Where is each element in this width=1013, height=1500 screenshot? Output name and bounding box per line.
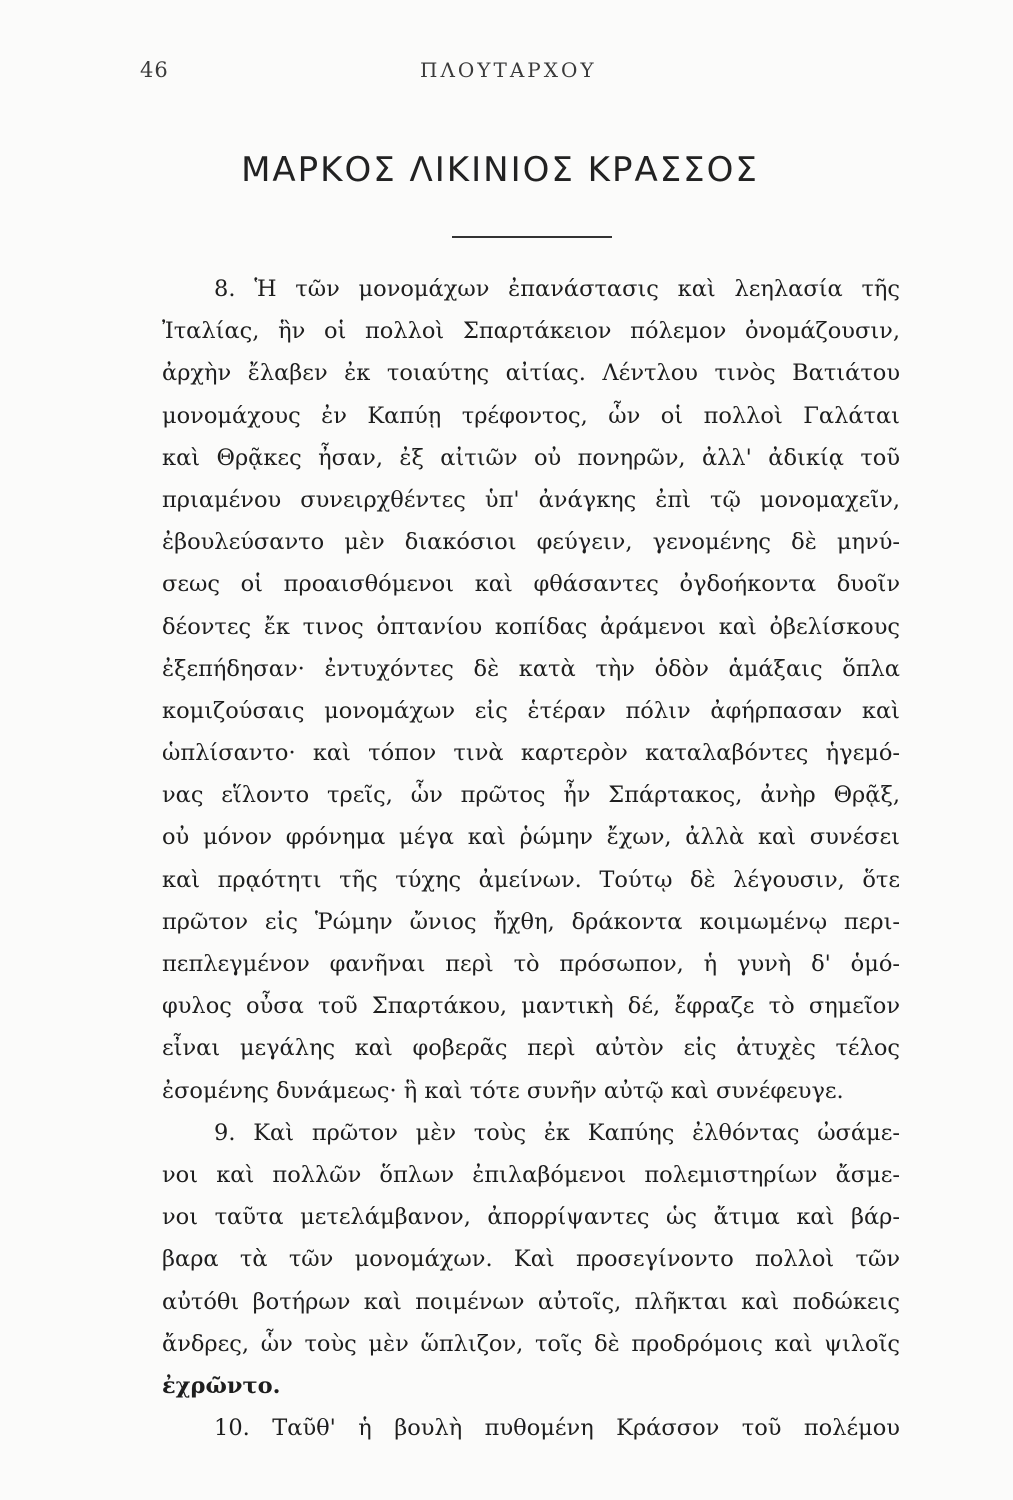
text-line: ἀρχὴν ἔλαβεν ἐκ τοιαύτης αἰτίας. Λέντλου τινὸς Βατιάτου (162, 360, 900, 387)
text-line: νοι καὶ πολλῶν ὅπλων ἐπιλαβόμενοι πολεμιστηρίων ἄσμε- (162, 1161, 900, 1188)
text-line: σεως οἱ προαισθόμενοι καὶ φθάσαντες ὀγδοήκοντα δυοῖν (162, 571, 900, 598)
text-line: μονομάχους ἐν Καπύῃ τρέφοντος, ὧν οἱ πολλοὶ Γαλάται (162, 402, 900, 429)
text-line: καὶ Θρᾷκες ἦσαν, ἐξ αἰτιῶν οὐ πονηρῶν, ἀλλ' ἀδικίᾳ τοῦ (162, 444, 900, 471)
text-line: 10. Ταῦθ' ἡ βουλὴ πυθομένη Κράσσον τοῦ πολέμου (214, 1415, 900, 1442)
text-line: ἐχρῶντο. (162, 1372, 281, 1399)
text-line: εἶναι μεγάλης καὶ φοβερᾶς περὶ αὐτὸν εἰς ἀτυχὲς τέλος (162, 1035, 900, 1062)
text-line: πριαμένου συνειρχθέντες ὑπ' ἀνάγκης ἐπὶ τῷ μονομαχεῖν, (162, 486, 900, 513)
text-line: 9. Καὶ πρῶτον μὲν τοὺς ἐκ Καπύης ἐλθόντας ὠσάμε- (214, 1119, 900, 1146)
text-line: βαρα τὰ τῶν μονομάχων. Καὶ προσεγίνοντο πολλοὶ τῶν (162, 1246, 900, 1273)
page-number: 46 (140, 58, 169, 82)
text-line: ἄνδρες, ὧν τοὺς μὲν ὥπλιζον, τοῖς δὲ προδρόμοις καὶ ψιλοῖς (162, 1330, 900, 1357)
text-line: ὡπλίσαντο· καὶ τόπον τινὰ καρτερὸν καταλαβόντες ἡγεμό- (162, 740, 900, 767)
running-title: ΠΛΟΥΤΑΡΧΟΥ (420, 58, 597, 82)
text-line: καὶ πρᾳότητι τῆς τύχης ἀμείνων. Τούτῳ δὲ λέγουσιν, ὅτε (162, 866, 900, 893)
title-divider (452, 236, 612, 238)
body-text (162, 268, 900, 1449)
text-line: ἐσομένης δυνάμεως· ἣ καὶ τότε συνῆν αὐτῷ καὶ συνέφευγε. (162, 1077, 844, 1104)
text-line: πρῶτον εἰς Ῥώμην ὤνιος ἤχθη, δράκοντα κοιμωμένῳ περι- (162, 908, 900, 935)
text-line: νας εἵλοντο τρεῖς, ὧν πρῶτος ἦν Σπάρτακος, ἀνὴρ Θρᾷξ, (162, 782, 900, 809)
text-line: πεπλεγμένον φανῆναι περὶ τὸ πρόσωπον, ἡ γυνὴ δ' ὁμό- (162, 951, 900, 977)
text-line: νοι ταῦτα μετελάμβανον, ἀπορρίψαντες ὡς ἄτιμα καὶ βάρ- (162, 1204, 900, 1231)
text-line: 8. Ἡ τῶν μονομάχων ἐπανάστασις καὶ λεηλασία τῆς (214, 276, 900, 302)
text-line: κομιζούσαις μονομάχων εἰς ἑτέραν πόλιν ἀφήρπασαν καὶ (162, 697, 900, 724)
text-line: φυλος οὖσα τοῦ Σπαρτάκου, μαντικὴ δέ, ἔφραζε τὸ σημεῖον (162, 993, 900, 1020)
text-line: Ἰταλίας, ἣν οἱ πολλοὶ Σπαρτάκειον πόλεμον ὀνομάζουσιν, (162, 318, 900, 345)
text-line: ἐξεπήδησαν· ἐντυχόντες δὲ κατὰ τὴν ὁδὸν ἁμάξαις ὅπλα (162, 655, 900, 682)
text-line: ἐβουλεύσαντο μὲν διακόσιοι φεύγειν, γενομένης δὲ μηνύ- (162, 529, 900, 556)
text-line: δέοντες ἔκ τινος ὀπτανίου κοπίδας ἀράμενοι καὶ ὀβελίσκους (162, 613, 900, 640)
chapter-title: ΜΑΡΚΟΣ ΛΙΚΙΝΙΟΣ ΚΡΑΣΣΟΣ (241, 150, 759, 190)
text-line: οὐ μόνον φρόνημα μέγα καὶ ῥώμην ἔχων, ἀλλὰ καὶ συνέσει (162, 824, 900, 851)
text-line: αὐτόθι βοτήρων καὶ ποιμένων αὐτοῖς, πλῆκται καὶ ποδώκεις (162, 1288, 900, 1315)
running-header (140, 58, 800, 88)
